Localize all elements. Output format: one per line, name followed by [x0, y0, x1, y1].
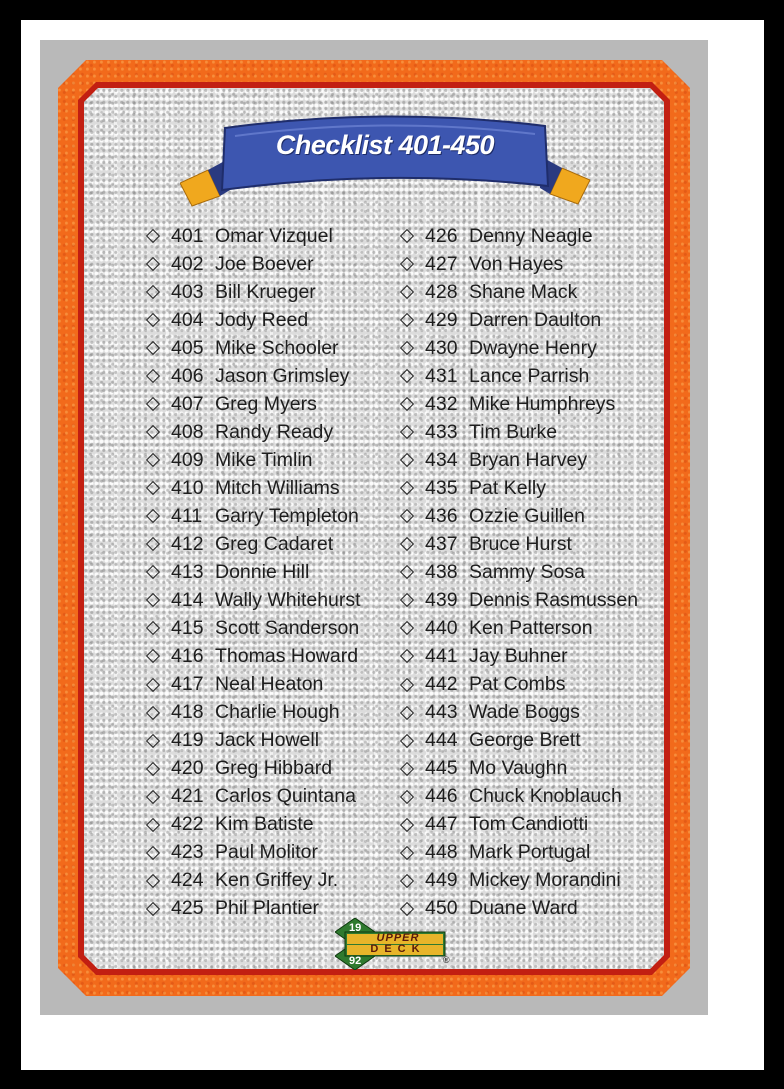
player-name: Mike Humphreys	[469, 392, 616, 415]
checklist-entry	[146, 699, 361, 727]
card-number: 425	[171, 897, 204, 920]
card-number: 423	[171, 841, 204, 864]
player-name: Scott Sanderson	[215, 616, 360, 639]
checkbox-diamond-icon[interactable]	[146, 818, 160, 832]
player-name: Mo Vaughn	[469, 757, 568, 780]
player-name: Kim Batiste	[215, 813, 314, 836]
card-number: 406	[171, 364, 204, 387]
checklist-entry	[146, 278, 361, 306]
card-number: 408	[171, 420, 204, 443]
player-name: Tom Candiotti	[469, 813, 589, 836]
checkbox-diamond-icon[interactable]	[400, 818, 414, 832]
card-number: 447	[425, 813, 458, 836]
card-number: 410	[171, 476, 204, 499]
card-number: 418	[171, 701, 204, 724]
card-number: 439	[425, 588, 458, 611]
card-number: 434	[425, 448, 458, 471]
checklist-entry	[400, 699, 638, 727]
checkbox-diamond-icon[interactable]	[146, 677, 160, 691]
card-number: 404	[171, 308, 204, 331]
checkbox-diamond-icon[interactable]	[400, 453, 414, 467]
card-number: 433	[425, 420, 458, 443]
player-name: Jack Howell	[215, 729, 320, 752]
checklist-entry	[146, 334, 361, 362]
player-name: Wally Whitehurst	[215, 588, 361, 611]
player-name: Lance Parrish	[469, 364, 590, 387]
player-name: Greg Hibbard	[215, 757, 333, 780]
checklist-entry	[146, 502, 361, 530]
card-number: 402	[171, 252, 204, 275]
checklist-entry	[146, 614, 361, 642]
checkbox-diamond-icon[interactable]	[146, 762, 160, 776]
card-number: 405	[171, 336, 204, 359]
player-name: Jay Buhner	[469, 644, 568, 667]
checklist-entry	[146, 783, 361, 811]
card-number: 417	[171, 673, 204, 696]
player-name: Mark Portugal	[469, 841, 591, 864]
checklist-entry	[400, 642, 638, 670]
checklist-entry	[400, 474, 638, 502]
player-name: Chuck Knoblauch	[469, 785, 622, 808]
checklist-entry	[146, 530, 361, 558]
card-number: 413	[171, 560, 204, 583]
card-number: 414	[171, 588, 204, 611]
logo-year-top: 19	[349, 922, 362, 934]
checklist-entry	[146, 390, 361, 418]
card-number: 449	[425, 869, 458, 892]
player-name: Neal Heaton	[215, 673, 324, 696]
card-number: 424	[171, 869, 204, 892]
registered-mark: ®	[443, 955, 450, 965]
player-name: Greg Myers	[215, 392, 317, 415]
card-number: 443	[425, 701, 458, 724]
logo-word-deck: DECK	[370, 943, 426, 955]
checklist-entry	[146, 642, 361, 670]
card-number: 420	[171, 757, 204, 780]
checklist-entry	[400, 222, 638, 250]
checkbox-diamond-icon[interactable]	[146, 285, 160, 299]
player-name: Darren Daulton	[469, 308, 602, 331]
checkbox-diamond-icon[interactable]	[146, 257, 160, 271]
checklist-left-column	[146, 222, 361, 923]
checkbox-diamond-icon[interactable]	[400, 734, 414, 748]
checklist-entry	[146, 811, 361, 839]
player-name: Jason Grimsley	[215, 364, 350, 387]
checkbox-diamond-icon[interactable]	[400, 649, 414, 663]
checklist-entry	[400, 530, 638, 558]
checklist-entry	[146, 306, 361, 334]
card-number: 438	[425, 560, 458, 583]
checklist-entry	[400, 839, 638, 867]
card-number: 448	[425, 841, 458, 864]
player-name: Mike Schooler	[215, 336, 339, 359]
checklist-entry	[146, 558, 361, 586]
checkbox-diamond-icon[interactable]	[400, 369, 414, 383]
checkbox-diamond-icon[interactable]	[400, 846, 414, 860]
player-name: Mike Timlin	[215, 448, 313, 471]
checkbox-diamond-icon[interactable]	[146, 453, 160, 467]
card-number: 437	[425, 532, 458, 555]
player-name: Sammy Sosa	[469, 560, 585, 583]
player-name: Bill Krueger	[215, 280, 316, 303]
player-name: Tim Burke	[469, 420, 558, 443]
checklist-entry	[400, 306, 638, 334]
player-name: Donnie Hill	[215, 560, 310, 583]
title-banner	[180, 108, 590, 208]
checklist-entry	[400, 446, 638, 474]
checkbox-diamond-icon[interactable]	[400, 481, 414, 495]
checkbox-diamond-icon[interactable]	[400, 229, 414, 243]
checklist-entry	[146, 755, 361, 783]
checkbox-diamond-icon[interactable]	[146, 481, 160, 495]
checklist-entry	[400, 671, 638, 699]
player-name: Omar Vizquel	[215, 224, 333, 247]
card-number: 426	[425, 224, 458, 247]
checklist-entry	[400, 334, 638, 362]
card-number: 444	[425, 729, 458, 752]
checklist-entry	[400, 502, 638, 530]
card-number: 446	[425, 785, 458, 808]
checklist-entry	[400, 614, 638, 642]
player-name: Garry Templeton	[215, 504, 359, 527]
checklist-right-column	[400, 222, 638, 923]
checklist-entry	[400, 278, 638, 306]
checklist-entry	[400, 811, 638, 839]
card-number: 415	[171, 616, 204, 639]
checkbox-diamond-icon[interactable]	[400, 705, 414, 719]
checkbox-diamond-icon[interactable]	[400, 285, 414, 299]
checklist-entry	[146, 895, 361, 923]
logo-word-upper: UPPER	[376, 932, 420, 944]
card-number: 440	[425, 616, 458, 639]
checklist-entry	[146, 222, 361, 250]
checkbox-diamond-icon[interactable]	[400, 565, 414, 579]
checkbox-diamond-icon[interactable]	[146, 537, 160, 551]
checkbox-diamond-icon[interactable]	[146, 902, 160, 916]
checkbox-diamond-icon[interactable]	[146, 649, 160, 663]
player-name: Paul Molitor	[215, 841, 318, 864]
checklist-entry	[400, 418, 638, 446]
checklist-entry	[400, 362, 638, 390]
card-number: 428	[425, 280, 458, 303]
checkbox-diamond-icon[interactable]	[400, 257, 414, 271]
checkbox-diamond-icon[interactable]	[146, 313, 160, 327]
checkbox-diamond-icon[interactable]	[400, 677, 414, 691]
checkbox-diamond-icon[interactable]	[400, 341, 414, 355]
checklist-entry	[400, 390, 638, 418]
checklist-entry	[146, 839, 361, 867]
card-number: 430	[425, 336, 458, 359]
player-name: Ozzie Guillen	[469, 504, 585, 527]
player-name: Dwayne Henry	[469, 336, 597, 359]
player-name: Pat Kelly	[469, 476, 546, 499]
card-number: 432	[425, 392, 458, 415]
checkbox-diamond-icon[interactable]	[400, 313, 414, 327]
card-number: 442	[425, 673, 458, 696]
card-number: 427	[425, 252, 458, 275]
card-number: 435	[425, 476, 458, 499]
card-number: 409	[171, 448, 204, 471]
player-name: Mitch Williams	[215, 476, 340, 499]
player-name: Carlos Quintana	[215, 785, 356, 808]
player-name: Randy Ready	[215, 420, 334, 443]
checklist-entry	[400, 755, 638, 783]
checkbox-diamond-icon[interactable]	[146, 621, 160, 635]
checkbox-diamond-icon[interactable]	[146, 397, 160, 411]
card-number: 419	[171, 729, 204, 752]
checkbox-diamond-icon[interactable]	[146, 229, 160, 243]
player-name: Wade Boggs	[469, 701, 580, 724]
card-number: 411	[171, 504, 203, 527]
card-number: 407	[171, 392, 204, 415]
checklist-entry	[146, 250, 361, 278]
player-name: Ken Griffey Jr.	[215, 869, 339, 892]
checklist-entry	[400, 558, 638, 586]
player-name: Shane Mack	[469, 280, 578, 303]
card-number: 401	[171, 224, 204, 247]
player-name: Von Hayes	[469, 252, 564, 275]
card-number: 416	[171, 644, 204, 667]
checkbox-diamond-icon[interactable]	[400, 902, 414, 916]
checkbox-diamond-icon[interactable]	[400, 874, 414, 888]
player-name: Bryan Harvey	[469, 448, 588, 471]
player-name: Denny Neagle	[469, 224, 593, 247]
card-number: 412	[171, 532, 204, 555]
player-name: Pat Combs	[469, 673, 566, 696]
checklist-entry	[146, 446, 361, 474]
checklist-entry	[400, 783, 638, 811]
checkbox-diamond-icon[interactable]	[400, 509, 414, 523]
card-number: 421	[171, 785, 204, 808]
checkbox-diamond-icon[interactable]	[146, 593, 160, 607]
card-number: 431	[425, 364, 458, 387]
checkbox-diamond-icon[interactable]	[400, 621, 414, 635]
player-name: Ken Patterson	[469, 616, 593, 639]
checkbox-diamond-icon[interactable]	[146, 734, 160, 748]
player-name: Dennis Rasmussen	[469, 588, 639, 611]
checkbox-diamond-icon[interactable]	[400, 790, 414, 804]
card-number: 403	[171, 280, 204, 303]
checkbox-diamond-icon[interactable]	[400, 537, 414, 551]
checklist-entry	[146, 727, 361, 755]
checklist-entry	[146, 586, 361, 614]
player-name: Duane Ward	[469, 897, 578, 920]
checkbox-diamond-icon[interactable]	[146, 705, 160, 719]
checkbox-diamond-icon[interactable]	[146, 565, 160, 579]
checklist-entry	[400, 867, 638, 895]
checkbox-diamond-icon[interactable]	[146, 341, 160, 355]
checkbox-diamond-icon[interactable]	[146, 369, 160, 383]
checklist-entry	[400, 586, 638, 614]
checklist-entry	[146, 474, 361, 502]
checklist-entry	[400, 727, 638, 755]
page-title: Checklist 401-450	[275, 130, 495, 160]
checkbox-diamond-icon[interactable]	[400, 593, 414, 607]
checkbox-diamond-icon[interactable]	[400, 425, 414, 439]
checkbox-diamond-icon[interactable]	[400, 762, 414, 776]
card-number: 422	[171, 813, 204, 836]
player-name: Mickey Morandini	[469, 869, 621, 892]
checklist-entry	[146, 362, 361, 390]
card-number: 441	[425, 644, 458, 667]
checkbox-diamond-icon[interactable]	[146, 846, 160, 860]
card-number: 436	[425, 504, 458, 527]
card-number: 445	[425, 757, 458, 780]
checkbox-diamond-icon[interactable]	[146, 874, 160, 888]
checklist-entry	[146, 867, 361, 895]
player-name: Phil Plantier	[215, 897, 320, 920]
checkbox-diamond-icon[interactable]	[146, 425, 160, 439]
checkbox-diamond-icon[interactable]	[146, 509, 160, 523]
logo-year-bottom: 92	[349, 955, 362, 967]
player-name: Jody Reed	[215, 308, 309, 331]
card-number: 450	[425, 897, 458, 920]
checkbox-diamond-icon[interactable]	[400, 397, 414, 411]
player-name: Greg Cadaret	[215, 532, 334, 555]
player-name: Charlie Hough	[215, 701, 340, 724]
checklist-entry	[400, 250, 638, 278]
card-number: 429	[425, 308, 458, 331]
upper-deck-logo	[335, 918, 450, 970]
player-name: George Brett	[469, 729, 581, 752]
checkbox-diamond-icon[interactable]	[146, 790, 160, 804]
player-name: Joe Boever	[215, 252, 314, 275]
checklist-entry	[146, 418, 361, 446]
player-name: Thomas Howard	[215, 644, 359, 667]
player-name: Bruce Hurst	[469, 532, 572, 555]
checklist-entry	[146, 671, 361, 699]
